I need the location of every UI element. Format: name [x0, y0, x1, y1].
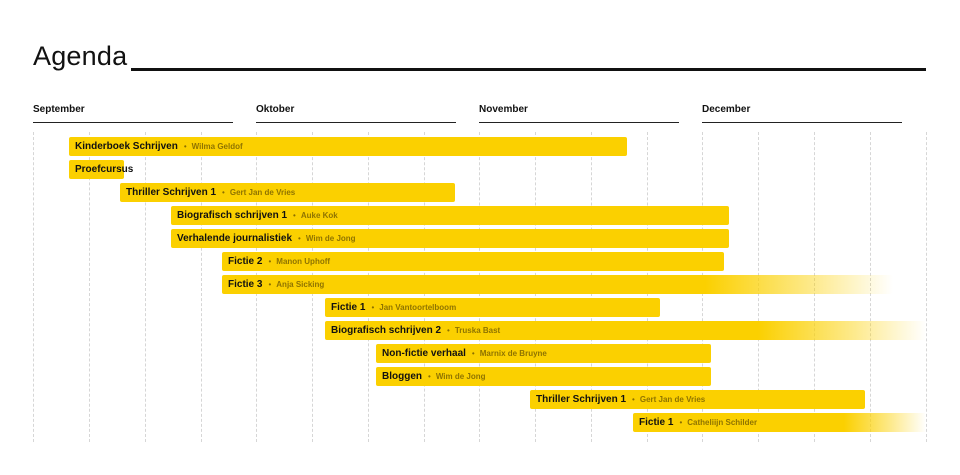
course-bar-biografisch-schrijven-2[interactable]: [325, 321, 926, 340]
course-title: Fictie 2: [228, 256, 263, 267]
course-title: Bloggen: [382, 371, 422, 382]
course-bar-thriller-schrijven-1-december[interactable]: [530, 390, 865, 409]
course-bar-bloggen[interactable]: [376, 367, 711, 386]
course-teacher: Catheliijn Schilder: [687, 418, 758, 427]
course-bar-biografisch-schrijven-1[interactable]: [171, 206, 729, 225]
course-teacher: Jan Vantoortelboom: [379, 303, 457, 312]
month-label: November: [479, 104, 528, 115]
course-teacher: Gert Jan de Vries: [229, 188, 296, 197]
course-title: Proefcursus: [75, 164, 134, 175]
course-bar-kinderboek-schrijven[interactable]: [69, 137, 627, 156]
course-bar-non-fictie-verhaal[interactable]: [376, 344, 711, 363]
course-title: Fictie 3: [228, 279, 263, 290]
separator-dot: •: [632, 395, 635, 404]
course-teacher: Wim de Jong: [305, 234, 356, 243]
course-bar-thriller-schrijven-1[interactable]: [120, 183, 455, 202]
separator-dot: •: [293, 211, 296, 220]
course-teacher: Truska Bast: [454, 326, 501, 335]
separator-dot: •: [222, 188, 225, 197]
course-title: Verhalende journalistiek: [177, 233, 293, 244]
separator-dot: •: [268, 280, 272, 289]
course-title: Thriller Schrijven 1: [536, 394, 627, 405]
separator-dot: •: [428, 372, 431, 381]
course-title: Biografisch schrijven 2: [331, 325, 442, 336]
course-bar-fictie-3[interactable]: [222, 275, 893, 294]
separator-dot: •: [183, 142, 187, 151]
separator-dot: •: [447, 326, 450, 335]
course-title: Biografisch schrijven 1: [177, 210, 288, 221]
course-bar-fictie-1-december[interactable]: [633, 413, 926, 432]
month-label: Oktober: [256, 104, 295, 115]
course-bar-fictie-1[interactable]: [325, 298, 660, 317]
separator-dot: •: [471, 349, 475, 358]
month-label: September: [33, 104, 85, 115]
separator-dot: •: [298, 234, 301, 243]
course-teacher: Anja Sicking: [276, 280, 325, 289]
course-title: Kinderboek Schrijven: [75, 141, 178, 152]
course-bar-verhalende-journalistiek[interactable]: [171, 229, 729, 248]
course-title: Thriller Schrijven 1: [126, 187, 217, 198]
separator-dot: •: [371, 303, 375, 312]
separator-dot: •: [679, 418, 683, 427]
course-teacher: Wilma Geldof: [191, 142, 243, 151]
course-bar-fictie-2[interactable]: [222, 252, 724, 271]
separator-dot: •: [268, 257, 272, 266]
course-teacher: Auke Kok: [300, 211, 338, 220]
course-title: Fictie 1: [639, 417, 674, 428]
course-teacher: Gert Jan de Vries: [639, 395, 706, 404]
course-bar-proefcursus[interactable]: [69, 160, 134, 179]
month-label: December: [702, 104, 751, 115]
course-teacher: Manon Uphoff: [276, 257, 331, 266]
course-teacher: Wim de Jong: [435, 372, 486, 381]
course-title: Fictie 1: [331, 302, 366, 313]
course-title: Non-fictie verhaal: [382, 348, 466, 359]
course-teacher: Marnix de Bruyne: [479, 349, 547, 358]
page-title: Agenda: [33, 41, 128, 71]
